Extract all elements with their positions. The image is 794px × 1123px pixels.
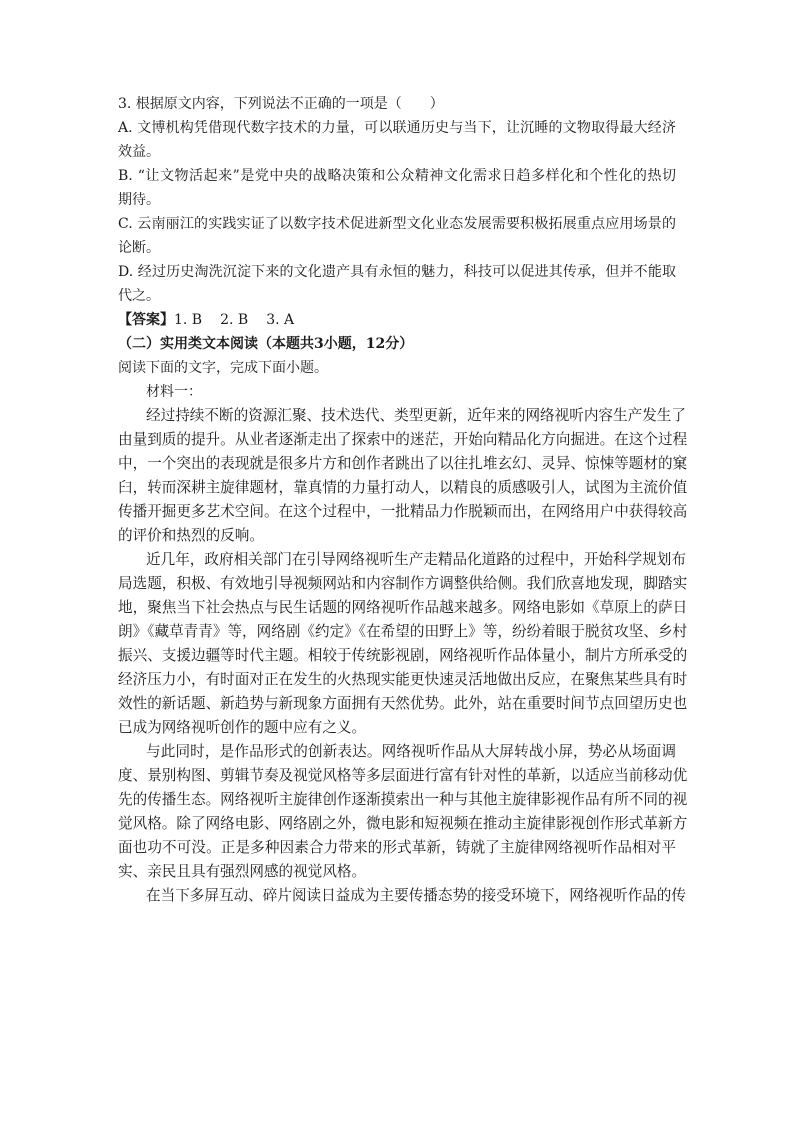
paragraph-line: 与此同时，是作品形式的创新表达。网络视听作品从大屏转战小屏，势必从场面调 xyxy=(146,743,676,760)
option-c-line-2: 论断。 xyxy=(118,240,160,256)
paragraph-line: 的评价和热烈的反响。 xyxy=(118,527,264,544)
paragraph-line: 实、亲民且具有强烈网感的视觉风格。 xyxy=(118,863,367,880)
paragraph-line: 地，聚焦当下社会热点与民生话题的网络视听作品越来越多。网络电影如《草原上的萨日 xyxy=(118,599,688,616)
section-instruction: 阅读下面的文字，完成下面小题。 xyxy=(118,360,328,376)
paragraph-4 xyxy=(118,884,686,908)
paragraph-line: 臼，转而深耕主旋律题材，靠真情的力量打动人，以精良的质感吸引人，试图为主流价值 xyxy=(118,479,688,496)
paragraph-1 xyxy=(118,404,688,548)
paragraph-line: 已成为网络视听创作的题中应有之义。 xyxy=(118,719,367,736)
paragraph-3 xyxy=(118,740,688,884)
option-b-line-2: 期待。 xyxy=(118,192,160,208)
paragraph-line: 度、景别构图、剪辑节奏及视觉风格等多层面进行富有针对性的革新，以适应当前移动优 xyxy=(118,767,688,784)
option-d-line-1: D. 经过历史淘洗沉淀下来的文化遗产具有永恒的魅力，科技可以促进其传承，但并不能取 xyxy=(118,264,676,280)
section-heading: （二）实用类文本阅读（本题共3小题，12分） xyxy=(118,336,414,352)
option-b-line-1: B. “让文物活起来”是党中央的战略决策和公众精神文化需求日趋多样化和个性化的热切 xyxy=(118,168,676,184)
answer-3: 3. A xyxy=(266,312,295,328)
paragraph-line: 中，一个突出的表现就是很多片方和创作者跳出了以往扎堆玄幻、灵异、惊悚等题材的窠 xyxy=(118,455,688,472)
paragraph-line: 经济压力小，有时面对正在发生的火热现实能更快速灵活地做出反应，在聚焦某些具有时 xyxy=(118,671,688,688)
paragraph-line: 由量到质的提升。从业者逐渐走出了探索中的迷茫，开始向精品化方向掘进。在这个过程 xyxy=(118,431,688,448)
paragraph-line: 先的传播生态。网络视听主旋律创作逐渐摸索出一种与其他主旋律影视作品有所不同的视 xyxy=(118,791,688,808)
material-label: 材料一： xyxy=(146,384,202,400)
paragraph-line: 面也功不可没。正是多种因素合力带来的形式革新，铸就了主旋律网络视听作品相对平 xyxy=(118,839,676,856)
paragraph-line: 传播开掘更多艺术空间。在这个过程中，一批精品力作脱颖而出，在网络用户中获得较高 xyxy=(118,503,688,520)
paragraph-2 xyxy=(118,548,688,740)
option-c-line-1: C. 云南丽江的实践实证了以数字技术促进新型文化业态发展需要积极拓展重点应用场景的 xyxy=(118,216,676,232)
answer-line xyxy=(118,308,676,332)
paragraph-line: 近几年，政府相关部门在引导网络视听生产走精品化道路的过程中，开始科学规划布 xyxy=(146,551,686,568)
document-page xyxy=(118,92,688,908)
option-a-line-2: 效益。 xyxy=(118,144,160,160)
paragraph-line: 振兴、支援边疆等时代主题。相较于传统影视剧，网络视听作品体量小，制片方所承受的 xyxy=(118,647,688,664)
paragraph-line: 经过持续不断的资源汇聚、技术迭代、类型更新，近年来的网络视听内容生产发生了 xyxy=(146,407,686,424)
option-d-line-2: 代之。 xyxy=(118,288,160,304)
answer-2: 2. B xyxy=(220,312,249,328)
answer-1: 1. B xyxy=(174,312,203,328)
paragraph-line: 效性的新话题、新趋势与新现象方面拥有天然优势。此外，站在重要时间节点回望历史也 xyxy=(118,695,688,712)
question-3-stem: 3. 根据原文内容，下列说法不正确的一项是（ ） xyxy=(118,96,444,112)
paragraph-line: 在当下多屏互动、碎片阅读日益成为主要传播态势的接受环境下，网络视听作品的传 xyxy=(146,887,686,904)
paragraph-line: 局选题，积极、有效地引导视频网站和内容制作方调整供给侧。我们欣喜地发现，脚踏实 xyxy=(118,575,688,592)
paragraph-line: 朗》《藏草青青》等，网络剧《约定》《在希望的田野上》等，纷纷着眼于脱贫攻坚、乡村 xyxy=(118,623,688,640)
paragraph-line: 觉风格。除了网络电影、网络剧之外，微电影和短视频在推动主旋律影视创作形式革新方 xyxy=(118,815,688,832)
option-a-line-1: A. 文博机构凭借现代数字技术的力量，可以联通历史与当下，让沉睡的文物取得最大经济 xyxy=(118,120,676,136)
answer-tag: 【答案】 xyxy=(118,312,174,328)
